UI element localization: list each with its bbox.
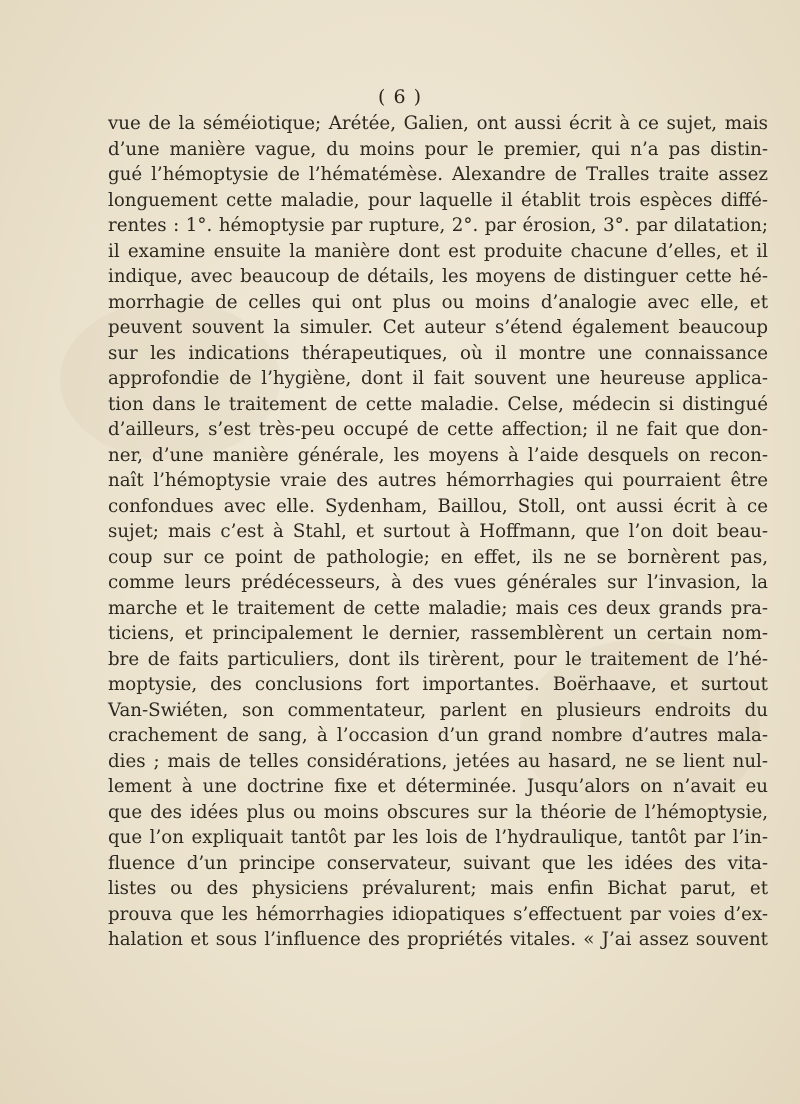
text-line: lement à une doctrine fixe et déterminée. Jusqu’alors on n’avait eu xyxy=(108,776,768,797)
text-line: naît l’hémoptysie vraie des autres hémorrhagies qui pourraient être xyxy=(108,470,768,491)
text-line: comme leurs prédécesseurs, à des vues générales sur l’invasion, la xyxy=(108,572,768,593)
text-line: sujet; mais c’est à Stahl, et surtout à Hoffmann, que l’on doit beau- xyxy=(108,521,768,542)
text-line: vue de la séméiotique; Arétée, Galien, ont aussi écrit à ce sujet, mais xyxy=(108,113,768,134)
text-line: prouva que les hémorrhagies idiopatiques s’effectuent par voies d’ex- xyxy=(108,903,768,925)
text-line: ticiens, et principalement le dernier, rassemblèrent un certain nom- xyxy=(108,623,768,644)
text-line: halation et sous l’influence des propriétés vitales. « J’ai assez souvent xyxy=(108,929,768,950)
text-line: marche et le traitement de cette maladie; mais ces deux grands pra- xyxy=(108,597,768,619)
text-line: tion dans le traitement de cette maladie. Celse, médecin si distingué xyxy=(108,393,768,415)
text-line: bre de faits particuliers, dont ils tirèrent, pour le traitement de l’hé- xyxy=(108,648,768,670)
text-line: rentes : 1°. hémoptysie par rupture, 2°. par érosion, 3°. par dilatation; xyxy=(108,215,768,236)
text-line: moptysie, des conclusions fort importantes. Boërhaave, et surtout xyxy=(108,674,768,695)
page-number: ( 6 ) xyxy=(378,86,422,108)
text-line: longuement cette maladie, pour laquelle il établit trois espèces diffé- xyxy=(108,189,768,211)
text-line: que l’on expliquait tantôt par les lois de l’hydraulique, tantôt par l’in- xyxy=(108,827,768,848)
text-line: confondues avec elle. Sydenham, Baillou, Stoll, ont aussi écrit à ce xyxy=(108,495,768,517)
text-line: approfondie de l’hygiène, dont il fait souvent une heureuse applica- xyxy=(108,368,768,389)
text-line: gué l’hémoptysie de l’hématémèse. Alexandre de Tralles traite assez xyxy=(108,164,768,185)
text-line: morrhagie de celles qui ont plus ou moins d’analogie avec elle, et xyxy=(108,291,768,313)
text-line: crachement de sang, à l’occasion d’un grand nombre d’autres mala- xyxy=(108,725,768,746)
text-line: d’ailleurs, s’est très-peu occupé de cette affection; il ne fait que don- xyxy=(108,419,768,440)
text-line: fluence d’un principe conservateur, suivant que les idées des vita- xyxy=(108,852,768,874)
text-line: sur les indications thérapeutiques, où il montre une connaissance xyxy=(108,342,768,364)
text-line: d’une manière vague, du moins pour le premier, qui n’a pas distin- xyxy=(108,138,768,160)
text-line: dies ; mais de telles considérations, jetées au hasard, ne se lient nul- xyxy=(108,750,768,772)
text-line: Van-Swiéten, son commentateur, parlent en plusieurs endroits du xyxy=(108,699,768,721)
text-line: listes ou des physiciens prévalurent; mais enfin Bichat parut, et xyxy=(108,878,768,899)
body-text xyxy=(108,111,768,953)
text-line: il examine ensuite la manière dont est produite chacune d’elles, et il xyxy=(108,240,768,262)
text-line: ner, d’une manière générale, les moyens à l’aide desquels on recon- xyxy=(108,444,768,466)
text-line: peuvent souvent la simuler. Cet auteur s’étend également beaucoup xyxy=(108,317,768,338)
text-line: coup sur ce point de pathologie; en effet, ils ne se bornèrent pas, xyxy=(108,546,768,568)
text-line: indique, avec beaucoup de détails, les moyens de distinguer cette hé- xyxy=(108,266,768,287)
text-line: que des idées plus ou moins obscures sur la théorie de l’hémoptysie, xyxy=(108,801,768,823)
